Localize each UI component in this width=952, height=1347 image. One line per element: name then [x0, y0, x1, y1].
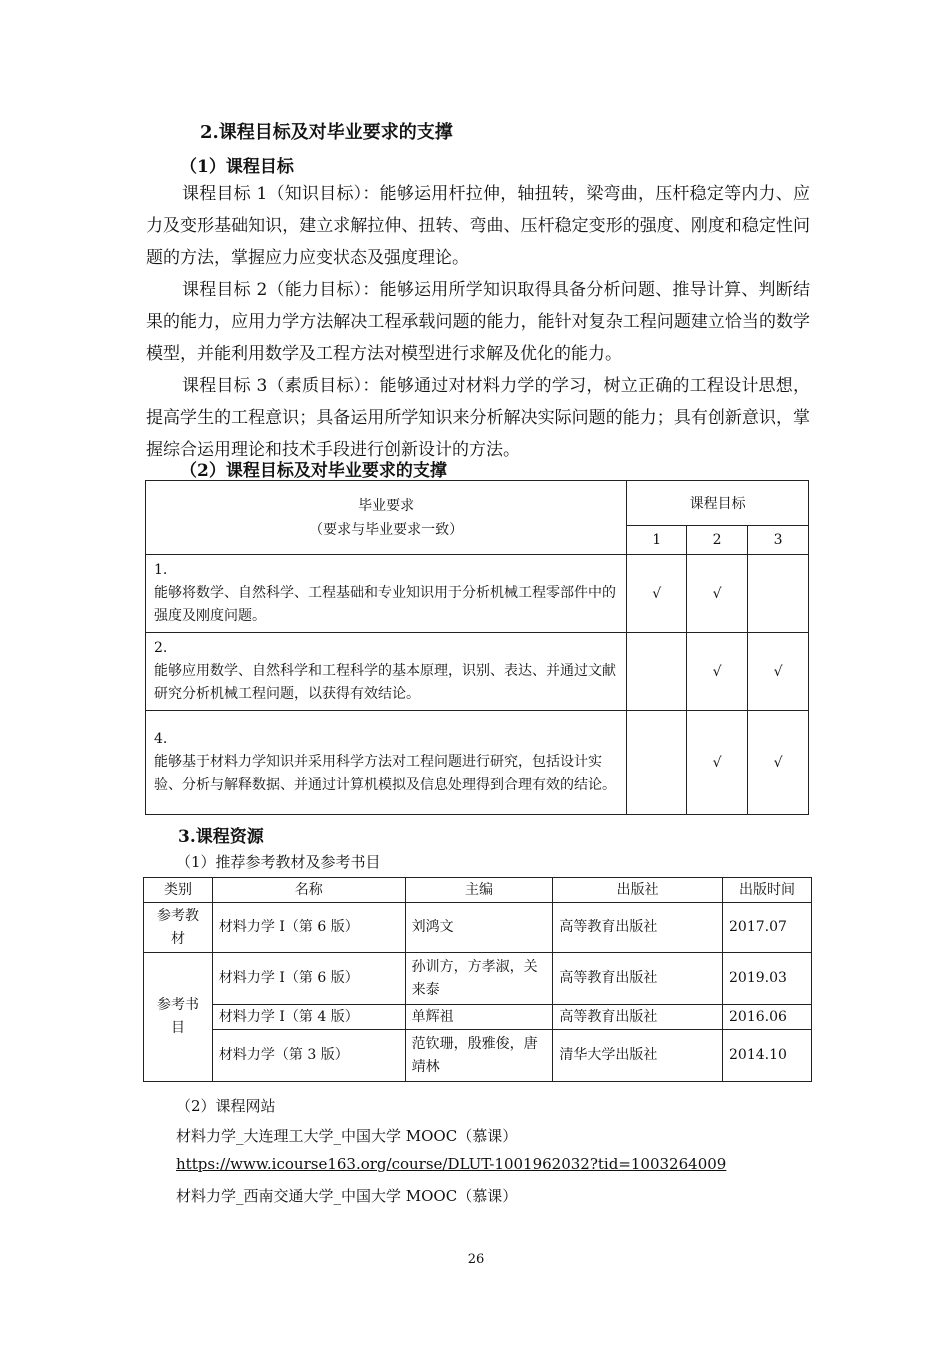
book-publisher: 清华大学出版社: [553, 1030, 723, 1082]
req-number: 4.: [154, 731, 168, 747]
goal-col-2: 2: [687, 526, 748, 555]
col-date: 出版时间: [723, 878, 812, 903]
sites-subheading: （2）课程网站: [176, 1097, 276, 1115]
course-goals-heading: （1）课程目标: [180, 157, 294, 177]
book-name: 材料力学（第 3 版）: [212, 1030, 405, 1082]
section-title: 2.课程目标及对毕业要求的支撑: [200, 122, 453, 143]
check-mark: √: [627, 555, 687, 633]
req-header-note: （要求与毕业要求一致）: [309, 521, 464, 538]
table-row: [144, 903, 812, 953]
col-editor: 主编: [405, 878, 553, 903]
col-category: 类别: [144, 878, 213, 903]
category-cell: 参考书目: [144, 953, 213, 1082]
support-heading: （2）课程目标及对毕业要求的支撑: [180, 461, 447, 481]
check-mark: √: [687, 633, 748, 711]
req-number: 2.: [154, 640, 168, 656]
site-2-title: 材料力学_西南交通大学_中国大学 MOOC（慕课）: [176, 1187, 518, 1205]
goal-2-paragraph: 课程目标 2（能力目标）：能够运用所学知识取得具备分析问题、推导计算、判断结果的能力，应用力学方法解决工程承载问题的能力，能针对复杂工程问题建立恰当的数学模型，并能利用数学及工程方法对模型进行求解及优化的能力。: [146, 280, 810, 364]
req-cell: [146, 711, 627, 815]
goals-header: 课程目标: [627, 481, 809, 526]
book-name: 材料力学 I（第 4 版）: [212, 1005, 405, 1030]
check-mark: √: [748, 711, 809, 815]
check-mark: [627, 633, 687, 711]
support-table: [145, 480, 809, 815]
col-name: 名称: [212, 878, 405, 903]
books-subheading: （1）推荐参考教材及参考书目: [176, 853, 381, 871]
req-cell: [146, 633, 627, 711]
table-row: [144, 1005, 812, 1030]
book-editor: 孙训方，方孝淑，关来泰: [405, 953, 553, 1005]
table-row: [146, 711, 809, 815]
table-row: [144, 953, 812, 1005]
table-row: [146, 555, 809, 633]
table-row: [144, 1030, 812, 1082]
check-mark: √: [687, 711, 748, 815]
col-publisher: 出版社: [553, 878, 723, 903]
req-header-cell: [146, 481, 627, 555]
req-number: 1.: [154, 562, 168, 578]
book-date: 2016.06: [723, 1005, 812, 1030]
book-date: 2019.03: [723, 953, 812, 1005]
book-name: 材料力学 I（第 6 版）: [212, 903, 405, 953]
check-mark: [627, 711, 687, 815]
check-mark: √: [687, 555, 748, 633]
table-row: [146, 633, 809, 711]
goal-1-paragraph: 课程目标 1（知识目标）：能够运用杆拉伸，轴扭转，梁弯曲，压杆稳定等内力、应力及变形基础知识，建立求解拉伸、扭转、弯曲、压杆稳定变形的强度、刚度和稳定性问题的方法，掌握应力应变状态及强度理论。: [146, 184, 810, 268]
category-cell: 参考教材: [144, 903, 213, 953]
resources-heading: 3.课程资源: [178, 827, 264, 847]
req-header: 毕业要求: [358, 497, 415, 514]
book-publisher: 高等教育出版社: [553, 1005, 723, 1030]
table-header-row: [146, 481, 809, 526]
goal-col-1: 1: [627, 526, 687, 555]
req-text: 能够基于材料力学知识并采用科学方法对工程问题进行研究，包括设计实验、分析与解释数据、并通过计算机模拟及信息处理得到合理有效的结论。: [154, 754, 616, 793]
book-editor: 刘鸿文: [405, 903, 553, 953]
req-text: 能够应用数学、自然科学和工程科学的基本原理，识别、表达、并通过文献研究分析机械工程问题，以获得有效结论。: [154, 663, 616, 702]
req-cell: [146, 555, 627, 633]
req-text: 能够将数学、自然科学、工程基础和专业知识用于分析机械工程零部件中的强度及刚度问题。: [154, 585, 616, 624]
check-mark: √: [748, 633, 809, 711]
book-name: 材料力学 I（第 6 版）: [212, 953, 405, 1005]
page-number: 26: [467, 1252, 485, 1267]
check-mark: [748, 555, 809, 633]
book-editor: 单辉祖: [405, 1005, 553, 1030]
book-date: 2017.07: [723, 903, 812, 953]
books-header-row: [144, 878, 812, 903]
book-publisher: 高等教育出版社: [553, 953, 723, 1005]
site-1-link[interactable]: https://www.icourse163.org/course/DLUT-1001962032?tid=1003264009: [176, 1155, 727, 1173]
site-1-title: 材料力学_大连理工大学_中国大学 MOOC（慕课）: [176, 1127, 518, 1145]
book-date: 2014.10: [723, 1030, 812, 1082]
books-table: [143, 877, 812, 1082]
book-editor: 范钦珊，殷雅俊，唐靖林: [405, 1030, 553, 1082]
book-publisher: 高等教育出版社: [553, 903, 723, 953]
goal-col-3: 3: [748, 526, 809, 555]
goal-3-paragraph: 课程目标 3（素质目标）：能够通过对材料力学的学习，树立正确的工程设计思想，提高学生的工程意识；具备运用所学知识来分析解决实际问题的能力；具有创新意识，掌握综合运用理论和技术手段进行创新设计的方法。: [146, 376, 810, 460]
